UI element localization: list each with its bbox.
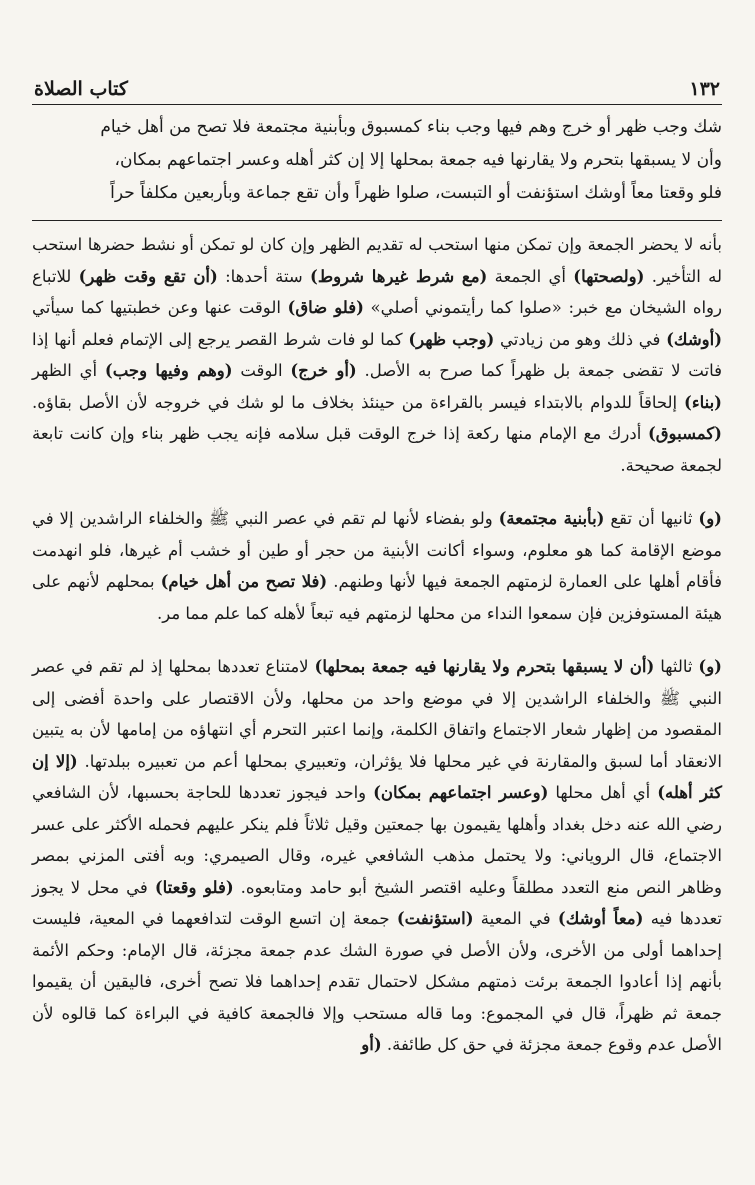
commentary-run: في ذلك وهو من زيادتي: [494, 329, 667, 349]
commentary-run: لامتناع تعددها بمحلها إذ لم تقم في عصر النبي ﷺ والخلفاء الراشدين إلا في موضع واحد من محلها، ولأن الاقتصار على واحدة أفضى إلى المقصود من إظهار شعار الاجتماع واتفاق الكلمة، وإنما اعتبر التحرم أي انتهاؤه من إمامها لأن به يتبين الانعقاد أما لسبق والمقارنة في غير محلها فلا يؤثران، وتعبيري بمحلها أعم من تعبيره ببلدتها.: [32, 657, 722, 771]
commentary-run: الوقت: [232, 361, 291, 380]
section-divider: [32, 220, 722, 221]
matn-quote: (و): [698, 657, 722, 676]
commentary-run: أدرك مع الإمام منها ركعة إذا خرج الوقت قبل سلامه فإنه يجب ظهر بناء وإن كانت تابعة لجمعة صحيحة.: [32, 424, 722, 475]
commentary-run: ثانيها أن تقع: [604, 509, 699, 528]
commentary-text: [32, 229, 722, 1061]
matn-quote: (كمسبوق): [647, 424, 722, 443]
commentary-run: ستة أحدها:: [217, 266, 311, 286]
commentary-run: أي أهل محلها: [548, 783, 658, 802]
commentary-run: أي الظهر: [32, 361, 105, 380]
matn-quote: (أن لا يسبقها بتحرم ولا يقارنها فيه جمعة بمحلها): [314, 657, 655, 676]
matn-quote: (فلا تصح من أهل خيام): [160, 572, 328, 591]
matn-quote: (بأبنية مجتمعة): [498, 509, 605, 528]
chapter-title: كتاب الصلاة: [34, 78, 128, 100]
commentary-run: جمعة إن اتسع الوقت لتدافعهما في المعية، فليست إحداهما أولى من الأخرى، ولأن الأصل في صورة الشك عدم جمعة مجزئة، قال الإمام: وحكم الأئمة بأنهم إذا أعادوا الجمعة برئت ذمتهم مشكل لاحتمال تقدم إحداهما فلا تصح أخرى، فاليقين أن يقيموا جمعة ثم ظهراً، قال في المجموع: وما قاله مستحب وإلا فالجمعة كافية في البراءة كما قالوه لأن الأصل عدم وقوع جمعة مجزئة في حق كل طائفة.: [32, 909, 722, 1054]
matn-quote: (أو خرج): [290, 361, 357, 380]
book-page: [32, 60, 722, 1160]
matn-quote: (وعسر اجتماعهم بمكان): [373, 783, 549, 802]
commentary-paragraph: [32, 503, 722, 629]
commentary-run: بأنه لا يحضر الجمعة وإن تمكن منها استحب له تقديم الظهر وإن كان لو تمكن أو نشط حضرها استحب له التأخير.: [32, 235, 723, 286]
commentary-paragraph: [32, 651, 722, 1061]
matn-quote: (فلو ضاق): [287, 298, 364, 317]
matn-quote: (بناء): [684, 392, 722, 412]
matn-quote: (وجب ظهر): [408, 329, 495, 349]
matn-quote: (أو: [361, 1035, 382, 1054]
matn-quote: (معاً أوشك): [557, 909, 644, 928]
matn-line: شك وجب ظهر أو خرج وهم فيها وجب بناء كمسبوق وبأبنية مجتمعة فلا تصح من أهل خيام: [100, 117, 722, 137]
commentary-run: للاتباع رواه الشيخان مع خبر: «صلوا كما رأيتموني أصلي»: [32, 266, 722, 317]
page-number: ١٣٢: [689, 78, 720, 100]
matn-quote: (أن تقع وقت ظهر): [78, 266, 218, 286]
commentary-run: أي الجمعة: [487, 266, 574, 286]
commentary-run: كما لو فات شرط القصر يرجع إلى الإتمام فعلم أنها إذا فاتت لا تقضى جمعة بل ظهراً كما صرح به الأصل.: [32, 329, 723, 380]
matn-quote: (استؤنفت): [396, 909, 474, 928]
matn-line: وأن لا يسبقها بتحرم ولا يقارنها فيه جمعة بمحلها إلا إن كثر أهله وعسر اجتماعهم بمكان،: [114, 150, 722, 170]
matn-quote: (أوشك): [666, 329, 723, 349]
commentary-run: ولو بفضاء لأنها لم تقم في عصر النبي ﷺ والخلفاء الراشدين إلا في موضع الإقامة كما هو معلوم، وسواء أكانت الأبنية من حجر أو طين أو خشب أم غيرها، فلو انهدمت فأقام أهلها على العمارة لزمتهم الجمعة فيها لأنها وطنهم.: [32, 509, 722, 591]
commentary-run: بمحلهم لأنهم على هيئة المستوفزين فإن سمعوا النداء من محلها لزمتهم فيه تبعاً لأهله كما علم مما مر.: [32, 572, 722, 623]
matn-line: فلو وقعتا معاً أوشك استؤنفت أو التبست، صلوا ظهراً وأن تقع جماعة وبأربعين مكلفاً حراً: [110, 183, 722, 203]
commentary-run: في المعية: [473, 909, 558, 928]
page-header: [32, 60, 722, 105]
commentary-run: واحد فيجوز تعددها للحاجة بحسبها، لأن الشافعي رضي الله عنه دخل بغداد وأهلها يقيمون بها جمعتين وقيل ثلاثاً فلم ينكر عليهم فحمله الأكثر على عسر الاجتماع، قال الروياني: ولا يحتمل مذهب الشافعي غيره، وقال الصيمري: وبه أفتى المزني بمصر وظاهر النص منع التعدد مطلقاً وعليه اقتصر الشيخ أبو حامد ومتابعوه.: [32, 783, 722, 897]
matn-quote: (و): [698, 509, 722, 528]
commentary-run: إلحاقاً للدوام بالابتداء فيسر بالقراءة من حينئذ بخلاف ما لو شك في خروجه لأن الأصل بقاؤه.: [32, 392, 685, 412]
commentary-run: ثالثها: [654, 657, 699, 676]
commentary-paragraph: [32, 229, 722, 481]
matn-quote: (وهم وفيها وجب): [104, 361, 233, 380]
matn-quote: (مع شرط غيرها شروط): [310, 266, 488, 286]
matn-quote: (ولصحتها): [573, 266, 645, 286]
matn-text: [32, 111, 722, 210]
matn-quote: (إلا إن كثر أهله): [32, 751, 722, 802]
matn-quote: (فلو وقعتا): [154, 877, 234, 897]
commentary-run: في محل لا يجوز تعددها فيه: [32, 877, 723, 928]
commentary-run: الوقت عنها وعن خطبتيها كما سيأتي: [32, 298, 288, 317]
